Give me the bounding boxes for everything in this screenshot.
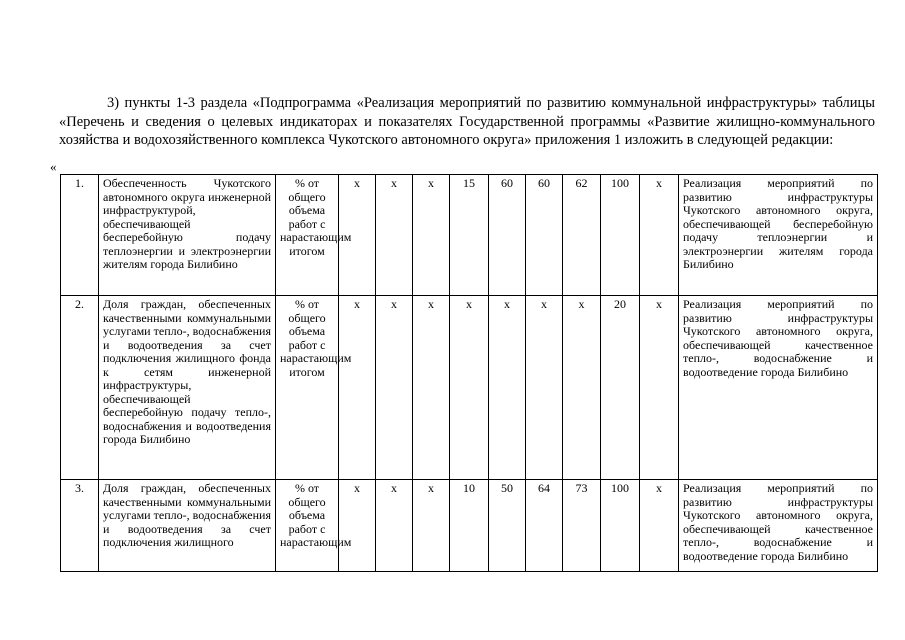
value-cell bbox=[563, 480, 601, 572]
task-cell-text: Реализация мероприятий по развитию инфраструктуры Чукотского автономного округа, обеспечивающей бесперебойную подачу теплоэнергии и электроэнергии жителям города Билибино bbox=[683, 176, 873, 271]
value-cell bbox=[489, 480, 526, 572]
row-number-cell bbox=[61, 296, 99, 480]
task-cell bbox=[679, 175, 878, 296]
value-cell-text: х bbox=[578, 297, 585, 311]
value-cell bbox=[526, 175, 563, 296]
unit-cell-text: % от общего объема работ с нарастающим итогом bbox=[280, 176, 352, 258]
value-cell bbox=[376, 480, 413, 572]
value-cell-text: 60 bbox=[501, 176, 513, 190]
value-cell bbox=[526, 296, 563, 480]
value-cell bbox=[563, 296, 601, 480]
value-cell-text: х bbox=[656, 176, 662, 190]
value-cell-text: х bbox=[656, 297, 662, 311]
value-cell bbox=[450, 480, 489, 572]
value-cell-text: 60 bbox=[538, 176, 550, 190]
task-cell bbox=[679, 480, 878, 572]
row-number-cell-text: 3. bbox=[75, 481, 84, 495]
value-cell-text: 64 bbox=[538, 481, 550, 495]
opening-quote-mark: « bbox=[50, 159, 57, 174]
value-cell-text: 15 bbox=[463, 176, 475, 190]
value-cell-text: х bbox=[354, 297, 360, 311]
value-cell bbox=[601, 296, 640, 480]
value-cell-text: х bbox=[391, 176, 397, 190]
table-row bbox=[61, 296, 878, 480]
value-cell bbox=[376, 296, 413, 480]
value-cell-text: 73 bbox=[575, 481, 588, 495]
value-cell-text: 100 bbox=[611, 481, 629, 495]
value-cell bbox=[413, 175, 450, 296]
value-cell-text: 62 bbox=[575, 176, 588, 190]
value-cell bbox=[563, 175, 601, 296]
value-cell bbox=[640, 175, 679, 296]
value-cell bbox=[413, 296, 450, 480]
intro-paragraph: 3) пункты 1-3 раздела «Подпрограмма «Реализация мероприятий по развитию коммунальной инфраструктуры» таблицы «Перечень и сведения о целевых индикаторах и показателях Государственной программы «Развитие жилищно-коммунального хозяйства и водохозяйственного комплекса Чукотского автономного округа» приложения 1 изложить в следующей редакции: bbox=[59, 95, 875, 148]
indicators-table bbox=[60, 174, 878, 572]
task-cell bbox=[679, 296, 878, 480]
value-cell-text: х bbox=[391, 481, 397, 495]
value-cell bbox=[601, 175, 640, 296]
value-cell-text: х bbox=[428, 481, 434, 495]
value-cell-text: х bbox=[354, 176, 360, 190]
value-cell bbox=[640, 480, 679, 572]
unit-cell-text: % от общего объема работ с нарастающим bbox=[280, 481, 352, 549]
value-cell-text: 100 bbox=[611, 176, 629, 190]
row-number-cell bbox=[61, 175, 99, 296]
value-cell bbox=[450, 175, 489, 296]
value-cell bbox=[601, 480, 640, 572]
value-cell bbox=[413, 480, 450, 572]
indicators-table-body bbox=[61, 175, 878, 572]
row-number-cell bbox=[61, 480, 99, 572]
value-cell-text: х bbox=[504, 297, 510, 311]
value-cell-text: х bbox=[391, 297, 397, 311]
unit-cell bbox=[276, 175, 352, 296]
value-cell-text: х bbox=[466, 297, 472, 311]
table-row bbox=[61, 480, 878, 572]
value-cell-text: х bbox=[656, 481, 662, 495]
unit-cell bbox=[276, 480, 352, 572]
unit-cell-text: % от общего объема работ с нарастающим итогом bbox=[280, 297, 352, 379]
value-cell-text: х bbox=[541, 297, 547, 311]
task-cell-text: Реализация мероприятий по развитию инфраструктуры Чукотского автономного округа, обеспечивающей качественное тепло-, водоснабжение и водоотведение города Билибино bbox=[683, 481, 873, 563]
value-cell-text: х bbox=[428, 297, 434, 311]
indicator-name-cell-text: Обеспеченность Чукотского автономного округа инженерной инфраструктурой, обеспечивающей бесперебойную подачу теплоэнергии и электроэнергии жителям города Билибино bbox=[103, 176, 271, 271]
indicator-name-cell bbox=[99, 480, 276, 572]
value-cell bbox=[526, 480, 563, 572]
value-cell bbox=[489, 175, 526, 296]
value-cell bbox=[376, 175, 413, 296]
row-number-cell-text: 2. bbox=[75, 297, 84, 311]
value-cell bbox=[339, 296, 376, 480]
indicator-name-cell bbox=[99, 296, 276, 480]
value-cell bbox=[339, 480, 376, 572]
value-cell-text: 50 bbox=[501, 481, 513, 495]
indicator-name-cell bbox=[99, 175, 276, 296]
row-number-cell-text: 1. bbox=[75, 176, 84, 190]
value-cell-text: 20 bbox=[614, 297, 626, 311]
value-cell bbox=[450, 296, 489, 480]
table-row bbox=[61, 175, 878, 296]
indicator-name-cell-text: Доля граждан, обеспеченных качественными коммунальными услугами тепло-, водоснабжения и водоотведения за счет подключения жилищного bbox=[103, 481, 271, 549]
value-cell-text: х bbox=[428, 176, 434, 190]
unit-cell bbox=[276, 296, 352, 480]
indicator-name-cell-text: Доля граждан, обеспеченных качественными коммунальными услугами тепло-, водоснабжения и водоотведения за счет подключения жилищного фонда к сетям инженерной инфраструктуры, обеспечивающей бесперебойную подачу тепло-, водоснабжения и водоотведения города Билибино bbox=[103, 297, 271, 446]
value-cell-text: х bbox=[354, 481, 360, 495]
task-cell-text: Реализация мероприятий по развитию инфраструктуры Чукотского автономного округа, обеспечивающей качественное тепло-, водоснабжение и водоотведение города Билибино bbox=[683, 297, 873, 379]
value-cell-text: 10 bbox=[463, 481, 475, 495]
value-cell bbox=[640, 296, 679, 480]
value-cell bbox=[489, 296, 526, 480]
